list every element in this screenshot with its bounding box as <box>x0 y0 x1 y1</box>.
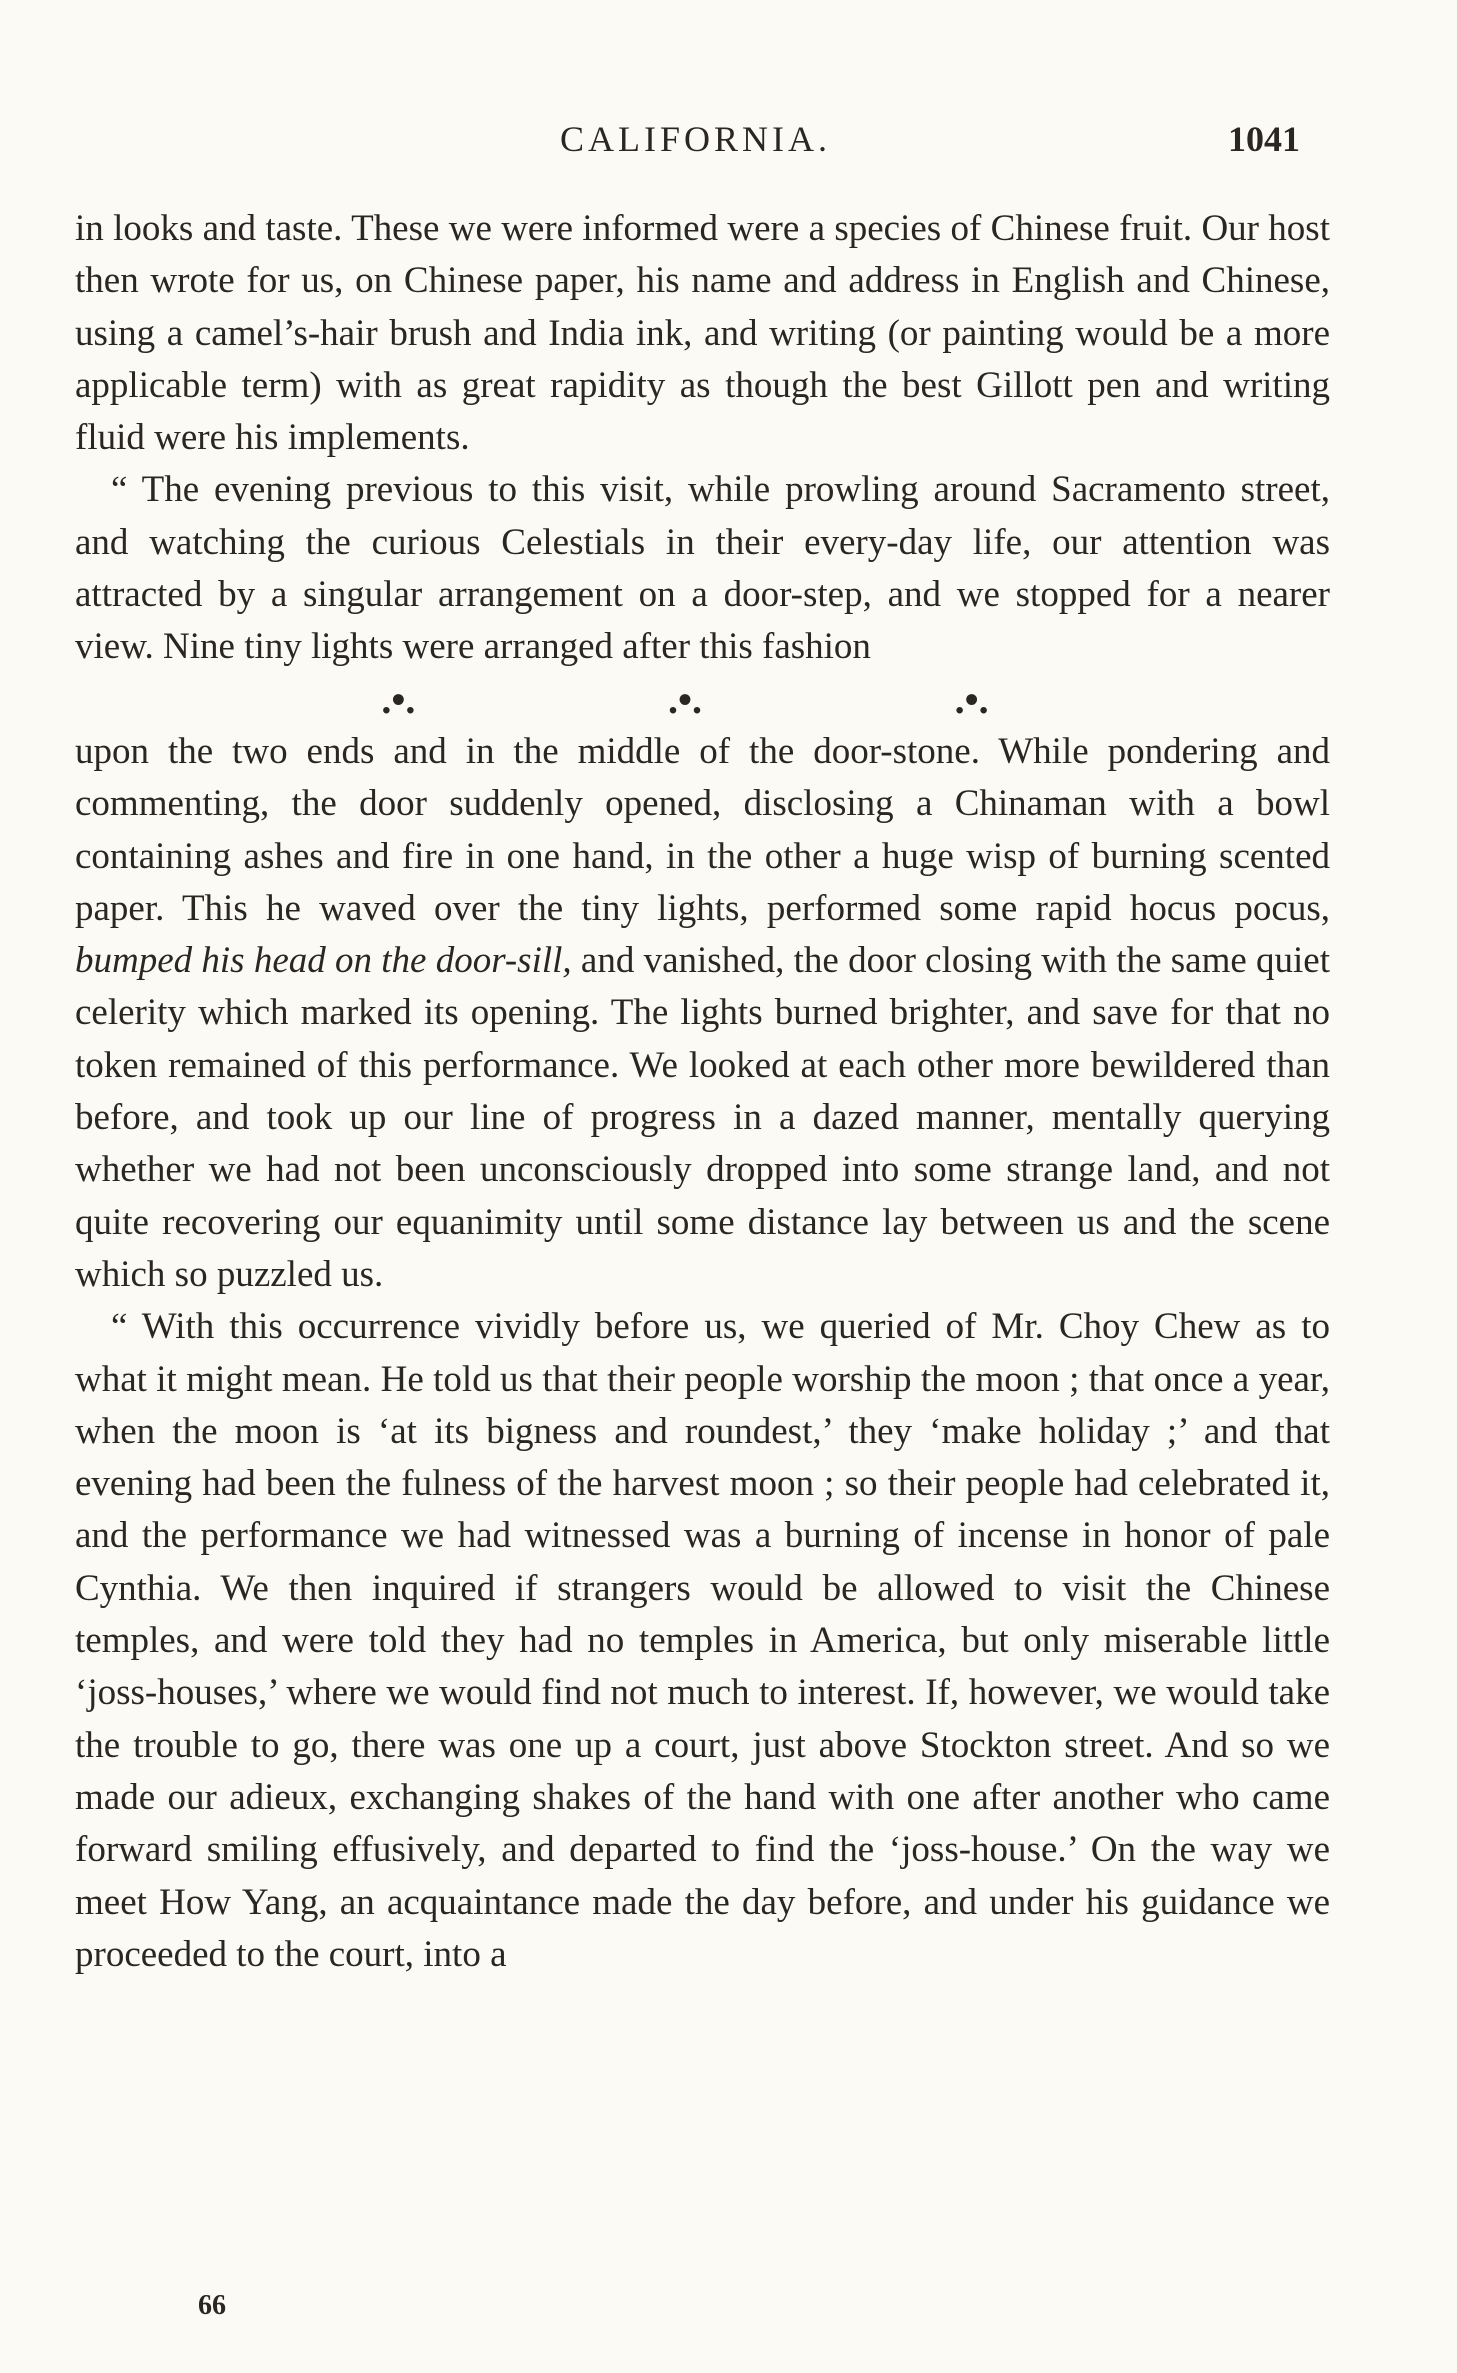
paragraph-3-text-b: and vanished, the door closing with the same quiet celerity which marked its opening. The lights burned brighter, and save for that no token remained of this performance. We looked at each other more bewildered than before, and took up our line of progress in a dazed manner, mentally querying whether we had not been unconsciously dropped into some strange land, and not quite recovering our equanimity until some distance lay between us and the scene which so puzzled us. <box>75 940 1331 1295</box>
page-header <box>0 118 1457 170</box>
paragraph-1: in looks and taste. These we were informed were a species of Chinese fruit. Our host then wrote for us, on Chinese paper, his name and address in English and Chinese, using a camel’s-hair brush and India ink, and writing (or painting would be a more applicable term) with as great rapidity as though the best Gillott pen and writing fluid were his implements. <box>75 208 1330 459</box>
lights-group-left: .•. <box>381 676 416 722</box>
paragraph-3-text-a: upon the two ends and in the middle of the door-stone. While pondering and commenting, the door suddenly opened, disclosing a Chinaman with a bowl containing ashes and fire in one hand, in the other a huge wisp of burning scented paper. This he waved over the tiny lights, performed some rapid hocus pocus, <box>75 730 1330 929</box>
paragraph-4: “ With this occurrence vividly before us, we queried of Mr. Choy Chew as to what it might mean. He told us that their people worship the moon ; that once a year, when the moon is ‘at its bigness and roundest,’ they ‘make holiday ;’ and that evening had been the fulness of the harvest moon ; so their people had celebrated it, and the performance we had witnessed was a burning of incense in honor of pale Cynthia. We then inquired if strangers would be allowed to visit the Chinese temples, and were told they had no temples in America, but only miserable little ‘joss-houses,’ where we would find not much to interest. If, however, we would take the trouble to go, there was one up a court, just above Stockton street. And so we made our adieux, exchanging shakes of the hand with one after another who came forward smiling effusively, and departed to find the ‘joss-house.’ On the way we meet How Yang, an acquaintance made the day before, and under his guidance we proceeded to the court, into a <box>75 1306 1330 1975</box>
lights-group-middle: .•. <box>667 676 702 722</box>
lights-group-right: .•. <box>954 676 989 722</box>
body-text <box>75 203 1330 1981</box>
lights-arrangement <box>255 674 1115 726</box>
running-title: CALIFORNIA. <box>560 119 832 159</box>
paragraph-3-italic: bumped his head on the door-sill, <box>75 940 572 982</box>
signature-mark: 66 <box>198 2290 226 2321</box>
paragraph-2: “ The evening previous to this visit, while prowling around Sacramento street, and watching the curious Celestials in their every-day life, our attention was attracted by a singular arrangement on a door-step, and we stopped for a nearer view. Nine tiny lights were arranged after this fashion <box>75 469 1330 668</box>
paragraph-3 <box>75 726 1330 1301</box>
page-number: 1041 <box>1228 119 1300 159</box>
